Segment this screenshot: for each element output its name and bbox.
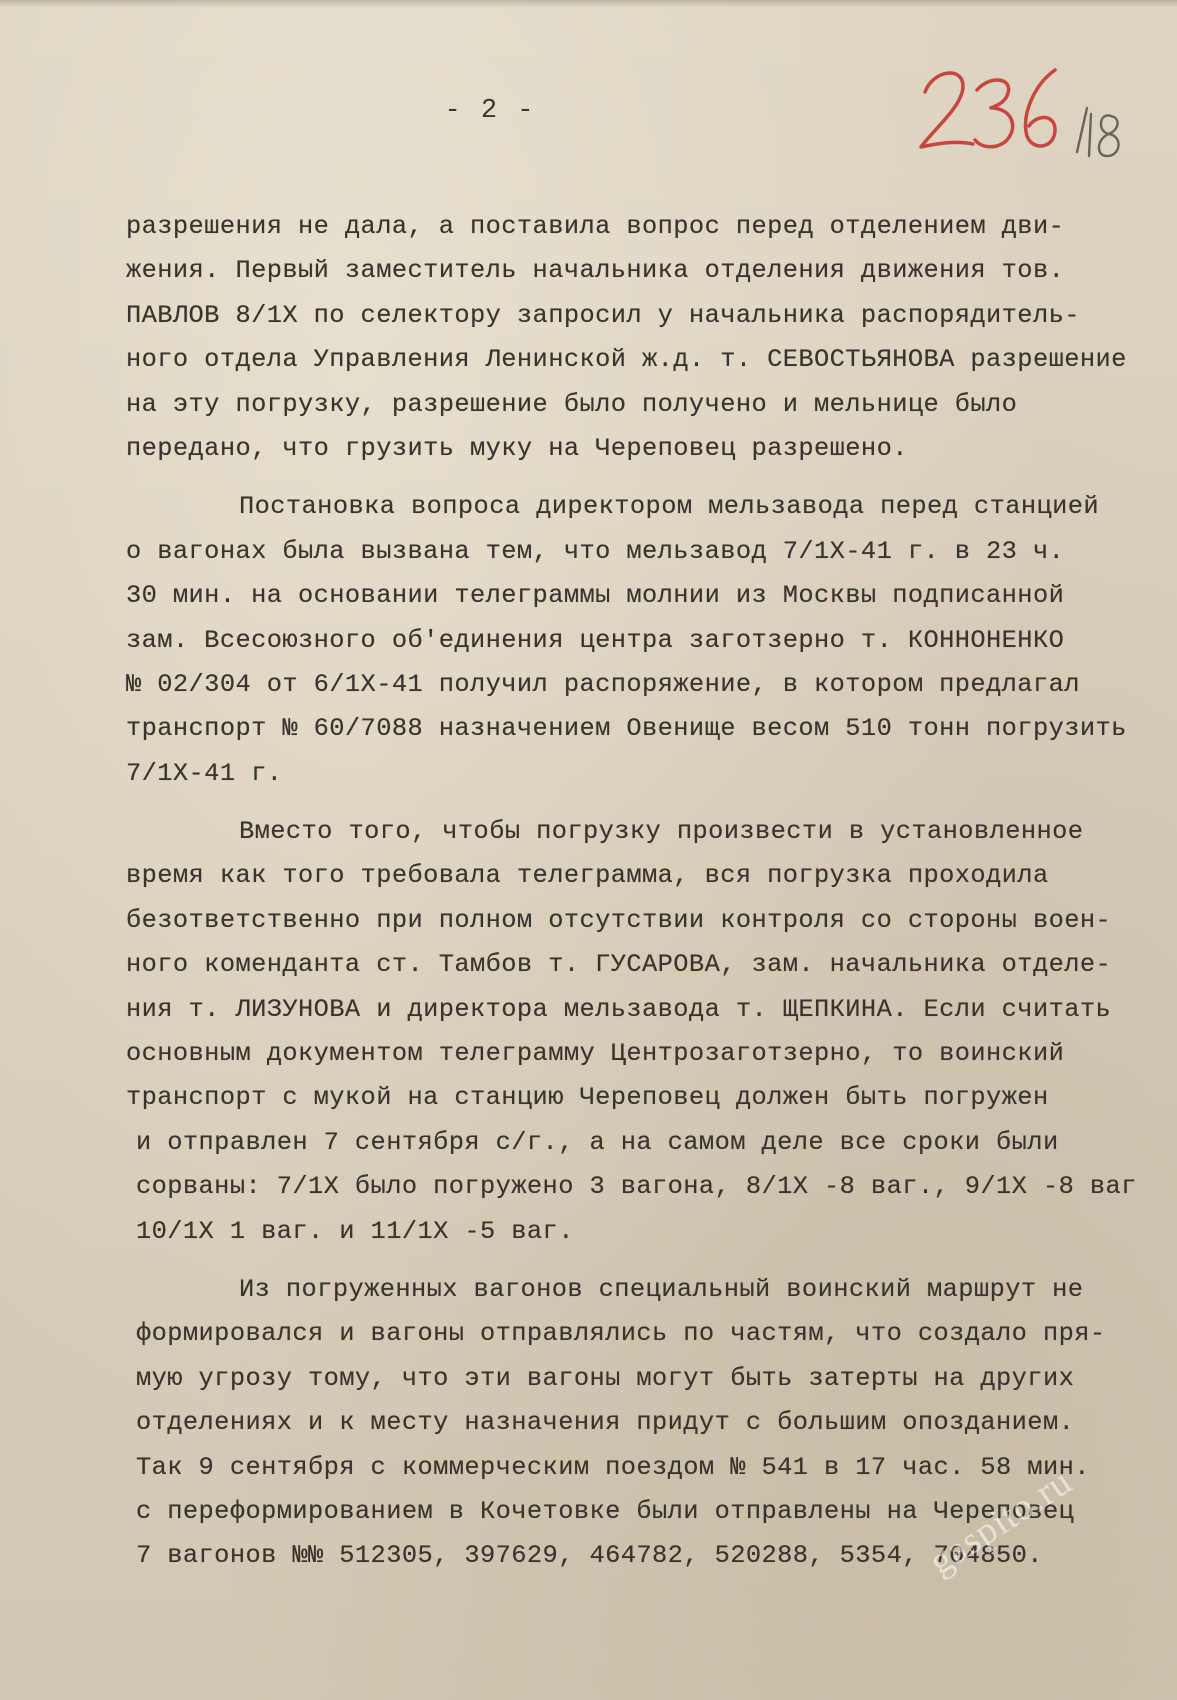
archive-sheet-number-handwritten	[915, 52, 1135, 182]
archive-suffix-8	[1099, 115, 1119, 156]
text-line: с переформированием в Кочетовке были отправлены на Череповец	[136, 1496, 1075, 1526]
text-line: на эту погрузку, разрешение было получено и мельнице было	[126, 389, 1018, 419]
text-line: 7 вагонов №№ 512305, 397629, 464782, 520288, 5354, 704850.	[136, 1541, 1043, 1571]
text-line: 10/1Х 1 ваг. и 11/1Х -5 ваг.	[136, 1216, 574, 1246]
text-line: мую угрозу тому, что эти вагоны могут быть затерты на других	[136, 1363, 1075, 1393]
text-line: ного коменданта ст. Тамбов т. ГУСАРОВА, зам. начальника отделе-	[126, 950, 1112, 980]
text-line: ного отдела Управления Ленинской ж.д. т. СЕВОСТЬЯНОВА разрешение	[126, 345, 1127, 375]
text-line: время как того требовала телеграмма, вся погрузка проходила	[126, 861, 1049, 891]
text-line: сорваны: 7/1Х было погружено 3 вагона, 8/1Х -8 ваг., 9/1Х -8 ваг	[136, 1172, 1137, 1202]
paragraph-2	[126, 485, 1166, 796]
text-line: о вагонах была вызвана тем, что мельзавод 7/1Х-41 г. в 23 ч.	[126, 536, 1065, 566]
archive-suffix-slash	[1077, 108, 1087, 152]
text-line: Постановка вопроса директором мельзавода перед станцией	[239, 492, 1100, 522]
text-line: ПАВЛОВ 8/1Х по селектору запросил у начальника распорядитель-	[126, 300, 1080, 330]
page-top-edge	[0, 0, 1177, 8]
paragraph-3	[126, 810, 1166, 1254]
text-line: № 02/304 от 6/1Х-41 получил распоряжение, в котором предлагал	[126, 669, 1080, 699]
text-line: 30 мин. на основании телеграммы молнии из Москвы подписанной	[126, 581, 1065, 611]
text-line: безответственно при полном отсутствии контроля со стороны воен-	[126, 905, 1112, 935]
text-line: передано, что грузить муку на Череповец разрешено.	[126, 433, 908, 463]
text-line: основным документом телеграмму Центрозаготзерно, то воинский	[126, 1039, 1065, 1069]
text-line: Из погруженных вагонов специальный воинский маршрут не	[239, 1274, 1084, 1304]
watermark: gaspito.ru	[921, 1460, 1080, 1584]
typescript-body	[126, 205, 1166, 1579]
text-line: и отправлен 7 сентября с/г., а на самом деле все сроки были	[136, 1127, 1059, 1157]
text-line: жения. Первый заместитель начальника отделения движения тов.	[126, 256, 1065, 286]
text-line: зам. Всесоюзного об'единения центра заготзерно т. КОННОНЕНКО	[126, 625, 1065, 655]
text-line: отделениях и к месту назначения придут с большим опозданием.	[136, 1408, 1075, 1438]
archive-suffix-1	[1089, 114, 1091, 156]
archive-digit-6	[1026, 70, 1055, 146]
text-line: формировался и вагоны отправлялись по частям, что создало пря-	[136, 1319, 1106, 1349]
text-line: Так 9 сентября с коммерческим поездом № 541 в 17 час. 58 мин.	[136, 1452, 1090, 1482]
archive-digit-2	[921, 73, 973, 147]
text-line: транспорт с мукой на станцию Череповец должен быть погружен	[126, 1083, 1049, 1113]
text-line: 7/1Х-41 г.	[126, 758, 283, 788]
page-number: - 2 -	[444, 96, 536, 126]
text-line: разрешения не дала, а поставила вопрос перед отделением дви-	[126, 212, 1065, 241]
archive-digit-3	[975, 80, 1013, 147]
text-line: Вместо того, чтобы погрузку произвести в установленное	[239, 817, 1084, 847]
paragraph-1	[126, 205, 1166, 471]
text-line: ния т. ЛИЗУНОВА и директора мельзавода т. ЩЕПКИНА. Если считать	[126, 994, 1112, 1024]
text-line: транспорт № 60/7088 назначением Овенище весом 510 тонн погрузить	[126, 714, 1127, 744]
